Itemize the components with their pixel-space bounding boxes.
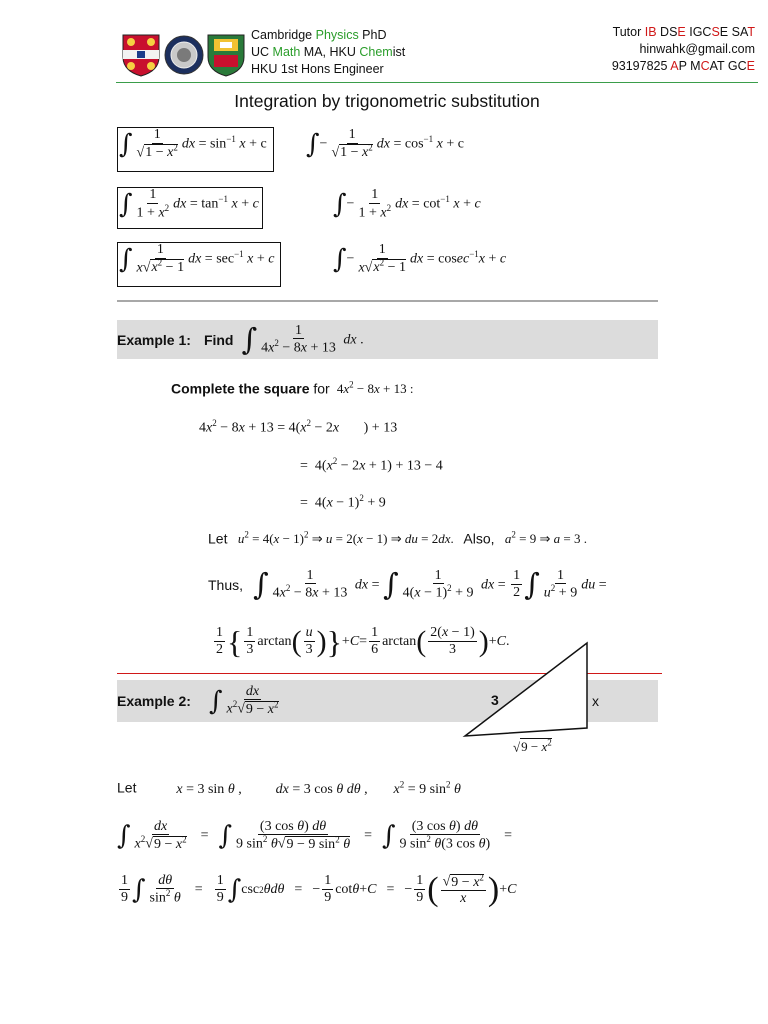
substitution-u: $u^2 = 4(x - 1)^2$ ⇒ u = 2(x − 1) ⇒ du = 2dx. <box>237 530 461 547</box>
credential-text: Cambridge <box>251 28 316 42</box>
header-divider <box>116 82 758 83</box>
example-2-heading <box>117 682 283 720</box>
page-title: Integration by trigonometric substitution <box>234 91 540 111</box>
section-divider <box>117 300 658 302</box>
example-2-integral: ∫ $\frac{dx}{x^2√9 - x^2}$ <box>208 683 279 717</box>
triangle-side-opposite: 3 <box>491 692 499 708</box>
hku-crest-logo <box>206 33 246 77</box>
credential-line-2 <box>251 44 451 61</box>
substitution-dx: dx = 3 cos θ dθ , <box>275 781 368 797</box>
contact-text: C <box>700 59 710 73</box>
for-label: for <box>313 380 330 397</box>
thus-label: Thus, <box>208 577 244 593</box>
square-step-1: $4x^2 - 8x + 13 = 4(x^2 - 2x$ ) + 13 <box>199 418 398 436</box>
contact-text: S <box>711 25 720 39</box>
let-label: Let <box>208 530 228 547</box>
substitution-a: $a^2 = 9$ ⇒ a = 3 . <box>504 530 587 547</box>
credential-text: UC <box>251 45 273 59</box>
contact-text: E <box>746 59 755 73</box>
credential-text: Physics <box>315 28 359 42</box>
university-seal-logo <box>164 33 204 77</box>
contact-text: 93197825 <box>611 59 671 73</box>
contact-text: E <box>677 25 686 39</box>
formula-arctan: ∫ $\frac{1}{1 + x^2}$ dx = $\tan^{-1} x + c$ <box>119 187 259 221</box>
square-step-3: = $4(x - 1)^2 + 9$ <box>300 493 386 511</box>
quadratic-expression: $4x^2 - 8x + 13$ : <box>333 380 414 397</box>
formula-arccot: ∫− $\frac{1}{1 + x^2}$ dx = $\cot^{-1} x + c$ <box>333 187 481 221</box>
right-triangle-diagram <box>462 640 592 740</box>
tutor-subjects-line <box>535 24 755 41</box>
substitution-x-squared: $x^2 = 9$ $\sin^2 \theta$ <box>393 779 461 797</box>
also-label: Also, <box>463 530 495 547</box>
substitution-line <box>208 530 587 547</box>
tutor-contact-block <box>535 24 755 75</box>
square-step-2: = $4(x^2 - 2x + 1) + 13 - 4$ <box>300 456 443 474</box>
contact-text: Tutor <box>612 25 645 39</box>
credential-text: Chem <box>359 45 393 59</box>
email-text: hinwahk@gmail.com <box>639 42 755 56</box>
cambridge-crest-logo <box>121 33 161 77</box>
phone-subjects-line <box>535 58 755 75</box>
contact-text: A <box>670 59 679 73</box>
example-1-integral: ∫ $\frac{1}{4x^2 - 8x + 13}$ dx . <box>241 321 364 357</box>
triangle-shape <box>465 643 587 736</box>
credential-text: ist <box>392 45 406 59</box>
thus-line <box>208 563 607 607</box>
find-label: Find <box>203 332 234 348</box>
credential-line-3: HKU 1st Hons Engineer <box>251 62 384 76</box>
substitution-x: x = 3 sin θ , <box>176 781 242 797</box>
example-2-step-1: ∫ $\frac{dx}{x^2√9 - x^2}$ = ∫ $\frac{\text{(3 cos θ) dθ}}{9 \sin^2 \theta√9 - 9 \sin^2 \theta}$ = ∫ $\frac{\text{(3 cos θ) dθ}}{9 \sin^2 \theta(3 \cos \theta)}$ = <box>117 818 513 852</box>
contact-text: P M <box>678 59 701 73</box>
formula-arcsin: ∫ $\frac{1}{√1 - x^2}$ dx = $\sin^{-1} x + c$ <box>119 127 267 161</box>
example-2-step-2: $\frac{1}{9}$ ∫ $\frac{d\theta}{\sin^2 \theta}$ = $\frac{1}{9}$ ∫ csc 2 θ dθ = − $\frac{1}{9}$ cot θ + C = − $\frac{1}{9}$ ( $\frac{√9 - x^2}{x}$ ) + C <box>121 871 517 908</box>
contact-text: AT GC <box>709 59 747 73</box>
complete-square-label: Complete the square <box>171 380 310 397</box>
credential-text: Math <box>272 45 301 59</box>
credentials-block <box>251 27 451 78</box>
contact-text: T <box>747 25 755 39</box>
formula-arccosec: ∫− $\frac{1}{x√x^2 - 1}$ dx = cosec$^{-1}$x + c <box>333 242 507 276</box>
example-1-heading <box>117 322 364 358</box>
thus-integrals: ∫ $\frac{1}{4x^2 - 8x + 13}$ dx = ∫ $\frac{1}{4(x - 1)^2 + 9}$ dx = $\frac{1}{2}$ ∫ $\frac{1}{u^2 + 9}$ du = <box>253 566 607 602</box>
example-2-label: Example 2: <box>117 693 191 709</box>
contact-text: E SA <box>719 25 748 39</box>
triangle-side-adjacent: x <box>592 693 599 709</box>
formula-arccos: ∫− $\frac{1}{√1 - x^2}$ dx = $\cos^{-1} x + c$ <box>306 127 464 161</box>
credential-line-1 <box>251 27 451 44</box>
complete-square-line <box>171 380 413 397</box>
contact-text: IB <box>644 25 657 39</box>
credential-text: PhD <box>358 28 387 42</box>
triangle-hypotenuse-label: $√9 - x^2$ <box>513 738 552 755</box>
credential-text: MA, HKU <box>300 45 360 59</box>
contact-text: DS <box>656 25 678 39</box>
formula-arcsec: ∫ $\frac{1}{x√x^2 - 1}$ dx = $\sec^{-1} x + c$ <box>119 242 275 276</box>
example-1-result: $\frac{1}{2}$ { $\frac{1}{3}$ arctan ( $\frac{u}{3}$ ) } + C = $\frac{1}{6}$ arctan ( $\frac{2(x - 1)}{3}$ ) + C . <box>216 623 510 660</box>
let-label-2: Let <box>117 779 137 796</box>
example-1-label: Example 1: <box>117 332 191 348</box>
contact-text: IGC <box>685 25 712 39</box>
example-2-substitution <box>117 779 461 798</box>
